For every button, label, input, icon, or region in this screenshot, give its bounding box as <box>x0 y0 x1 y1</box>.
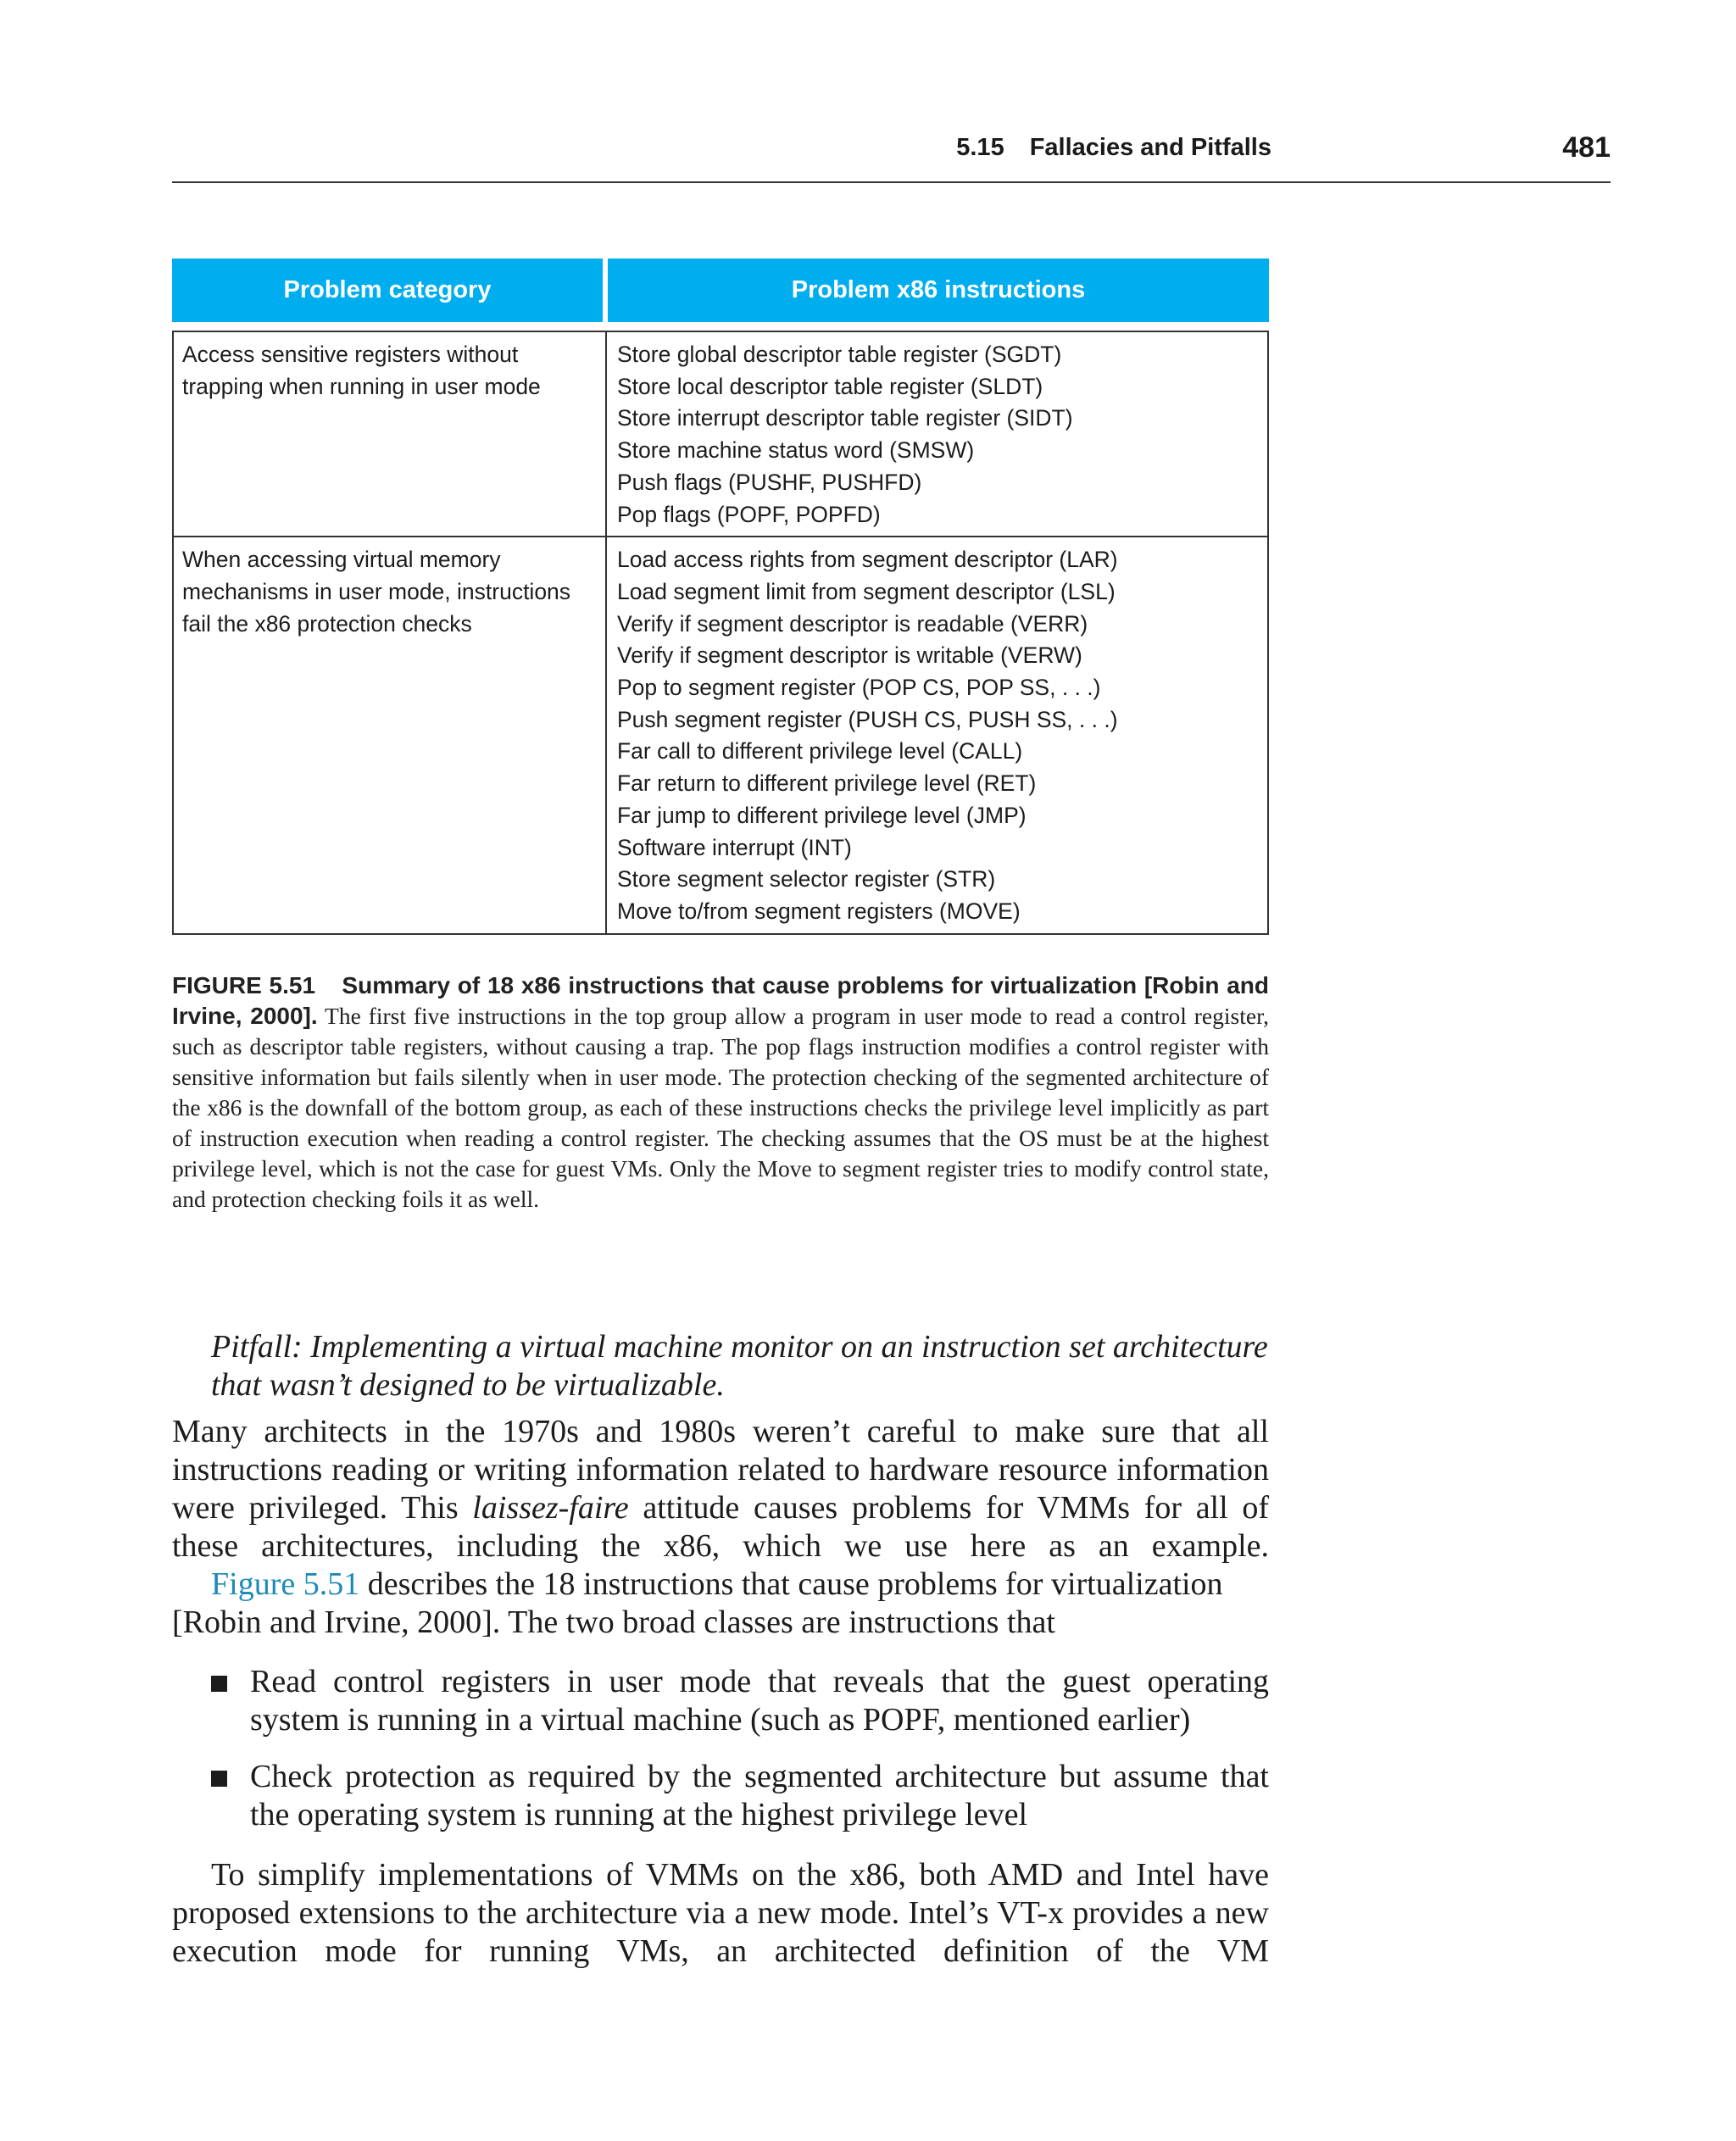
instruction-item: Store machine status word (SMSW) <box>617 437 975 464</box>
figure-caption <box>172 970 1269 1215</box>
pitfall-heading: Pitfall: Implementing a virtual machine monitor on an instruction set architecture that wasn’t designed to be virtualizable. <box>211 1329 1268 1403</box>
section-number: 5.15 <box>956 134 1004 161</box>
instruction-item: Move to/from segment registers (MOVE) <box>617 898 1021 924</box>
instruction-item: Store global descriptor table register (SGDT) <box>617 342 1062 367</box>
instruction-item: Pop flags (POPF, POPFD) <box>617 501 881 527</box>
header-problem-category: Problem category <box>172 259 603 322</box>
caption-text: The first five instructions in the top group allow a program in user mode to read a control register, such as descriptor table registers, without causing a trap. The pop flags instruction modifies a control register with sensitive information but fails silently when in user mode. The protection checking of the segmented architecture of the x86 is the downfall of the bottom group, as each of these instructions checks the privilege level implicitly as part of instruction execution when reading a control register. The checking assumes that the OS must be at the highest privilege level, which is not the case for guest VMs. Only the Move to segment register tries to modify control state, and protection checking foils it as well. <box>172 1003 1269 1212</box>
paragraph-text: describes the 18 instructions that cause problems for virtualization [Robin and Irvine, 2000]. The two broad classes are instructions that <box>172 1566 1223 1640</box>
instruction-item: Far jump to different privilege level (JMP) <box>617 802 1027 828</box>
category-cell <box>174 332 607 536</box>
paragraph-text: Many architects in the 1970s and 1980s weren’t careful to make sure that all instructions reading or writing information related to hardware resource information were privileged. This <box>172 1414 1269 1526</box>
section-title: Fallacies and Pitfalls <box>1029 134 1271 161</box>
paragraph: To simplify implementations of VMMs on the x86, both AMD and Intel have proposed extensions to the architecture via a new mode. Intel’s VT-x provides a new execution mode for running VMs, an architected definition of the VM <box>172 1857 1269 1969</box>
figure-link[interactable]: Figure 5.51 <box>211 1566 360 1602</box>
instruction-item: Store interrupt descriptor table register (SIDT) <box>617 405 1073 431</box>
paragraph-text: attitude causes problems for VMMs for all of these architectures, including the x86, which we use here as an example. <box>172 1490 1269 1564</box>
instruction-item: Pop to segment register (POP CS, POP SS, . . .) <box>617 675 1101 701</box>
category-line: mechanisms in user mode, instructions <box>182 578 571 604</box>
category-cell <box>174 537 607 932</box>
running-header <box>172 127 1611 183</box>
page-number: 481 <box>1562 131 1611 164</box>
instruction-item: Verify if segment descriptor is writable (VERW) <box>617 642 1082 669</box>
instruction-item: Far call to different privilege level (CALL) <box>617 738 1023 765</box>
square-bullet-icon <box>211 1771 227 1787</box>
list-item <box>211 1758 1269 1834</box>
instruction-item: Push flags (PUSHF, PUSHFD) <box>617 469 922 495</box>
figure-label: FIGURE 5.51 <box>172 972 316 998</box>
instruction-item: Store segment selector register (STR) <box>617 866 996 893</box>
instructions-cell <box>607 537 1267 932</box>
bullet-list <box>211 1663 1269 1853</box>
square-bullet-icon <box>211 1676 227 1692</box>
figure-title: Summary of 18 x86 instructions that cause problems for virtualization [Robin and Irvine, 2000]. <box>172 972 1269 1029</box>
category-line: When accessing virtual memory <box>182 547 501 573</box>
instruction-item: Far return to different privilege level (RET) <box>617 770 1037 797</box>
instruction-item: Load segment limit from segment descriptor (LSL) <box>617 578 1116 604</box>
list-item-text: Check protection as required by the segmented architecture but assume that the operating system is running at the highest privilege level <box>250 1759 1269 1832</box>
section-heading <box>956 134 1271 162</box>
list-item-text: Read control registers in user mode that reveals that the guest operating system is running in a virtual machine (such as POPF, mentioned earlier) <box>250 1664 1269 1738</box>
table-row <box>174 332 1267 536</box>
list-item <box>211 1663 1269 1739</box>
table-header <box>172 259 1269 322</box>
instruction-item: Verify if segment descriptor is readable (VERR) <box>617 610 1088 637</box>
category-line: trapping when running in user mode <box>182 373 541 399</box>
category-line: Access sensitive registers without <box>182 342 519 367</box>
instructions-table <box>172 331 1269 935</box>
emphasis-text: laissez-faire <box>472 1490 629 1526</box>
instruction-item: Store local descriptor table register (SLDT) <box>617 373 1043 399</box>
instruction-item: Software interrupt (INT) <box>617 834 852 860</box>
instructions-cell <box>607 332 1267 536</box>
paragraph <box>172 1565 1269 1642</box>
header-problem-instructions: Problem x86 instructions <box>608 259 1269 322</box>
category-line: fail the x86 protection checks <box>182 610 472 637</box>
instruction-item: Push segment register (PUSH CS, PUSH SS, . . .) <box>617 706 1118 732</box>
instruction-item: Load access rights from segment descriptor (LAR) <box>617 547 1118 573</box>
table-row <box>174 536 1267 932</box>
